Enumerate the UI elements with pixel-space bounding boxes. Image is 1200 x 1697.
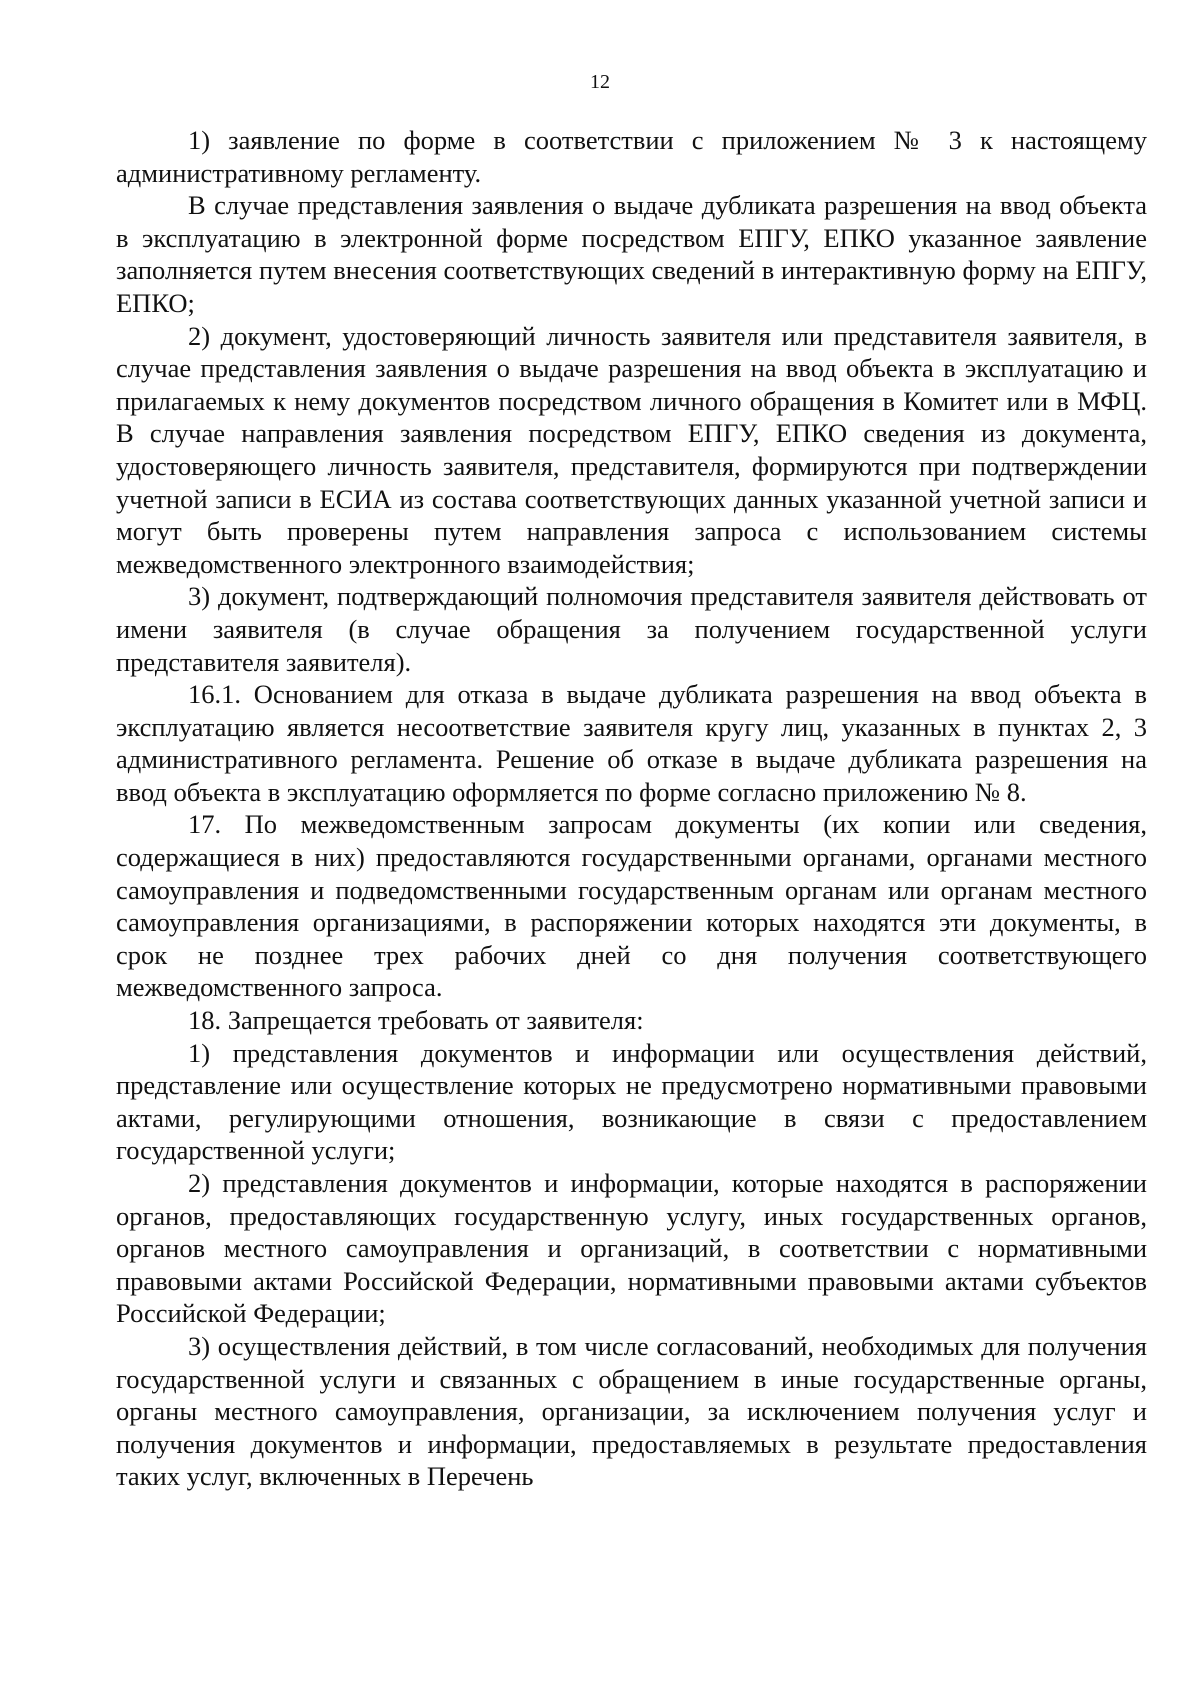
paragraph-item-2-identity-document: 2) документ, удостоверяющий личность заявителя или представителя заявителя, в случае представления заявления о выдаче разрешения на ввод объекта в эксплуатацию и прилагаемых к нему документов посредством личного обращения в Комитет или в МФЦ. В случае направления заявления посредством ЕПГУ, ЕПКО сведения из документа, удостоверяющего личность заявителя, представителя, формируются при подтверждении учетной записи в ЕСИА из состава соответствующих данных указанной учетной записи и могут быть проверены путем направления запроса с использованием системы межведомственного электронного взаимодействия; [116,320,1147,579]
paragraph-18-item-1: 1) представления документов и информации или осуществления действий, представление или осуществление которых не предусмотрено нормативными правовыми актами, регулирующими отношения, возникающие в связи с предоставлением государственной услуги; [116,1037,1147,1166]
paragraph-18-item-2: 2) представления документов и информации, которые находятся в распоряжении органов, предоставляющих государственную услугу, иных государственных органов, органов местного самоуправления и организаций, в соответствии с нормативными правовыми актами Российской Федерации, нормативными правовыми актами субъектов Российской Федерации; [116,1168,1147,1329]
paragraph-18-item-3: 3) осуществления действий, в том числе согласований, необходимых для получения государственной услуги и связанных с обращением в иные государственные органы, органы местного самоуправления, организации, за исключением получения услуг и получения документов и информации, предоставляемых в результате предоставления таких услуг, включенных в Перечень [116,1330,1147,1492]
paragraph-electronic-submission: В случае представления заявления о выдаче дубликата разрешения на ввод объекта в эксплуатацию в электронной форме посредством ЕПГУ, ЕПКО указанное заявление заполняется путем внесения соответствующих сведений в интерактивную форму на ЕПГУ, ЕПКО; [116,190,1147,318]
paragraph-item-3-authority-document: 3) документ, подтверждающий полномочия представителя заявителя действовать от имени заявителя (в случае обращения за получением государственной услуги представителя заявителя). [116,581,1147,677]
document-body [116,124,1147,1493]
paragraph-item-1-application: 1) заявление по форме в соответствии с приложением № 3 к настоящему административному регламенту. [116,125,1147,188]
paragraph-16-1-refusal-grounds: 16.1. Основанием для отказа в выдаче дубликата разрешения на ввод объекта в эксплуатацию является несоответствие заявителя кругу лиц, указанных в пунктах 2, 3 административного регламента. Решение об отказе в выдаче дубликата разрешения на ввод объекта в эксплуатацию оформляется по форме согласно приложению № 8. [116,679,1147,807]
paragraph-18-prohibitions: 18. Запрещается требовать от заявителя: [188,1005,644,1036]
paragraph-17-interagency-requests: 17. По межведомственным запросам документы (их копии или сведения, содержащиеся в них) предоставляются государственными органами, органами местного самоуправления и подведомственными государственным органам или органам местного самоуправления организациями, в распоряжении которых находятся эти документы, в срок не позднее трех рабочих дней со дня получения соответствующего межведомственного запроса. [116,809,1147,1003]
page-number: 12 [590,71,610,93]
